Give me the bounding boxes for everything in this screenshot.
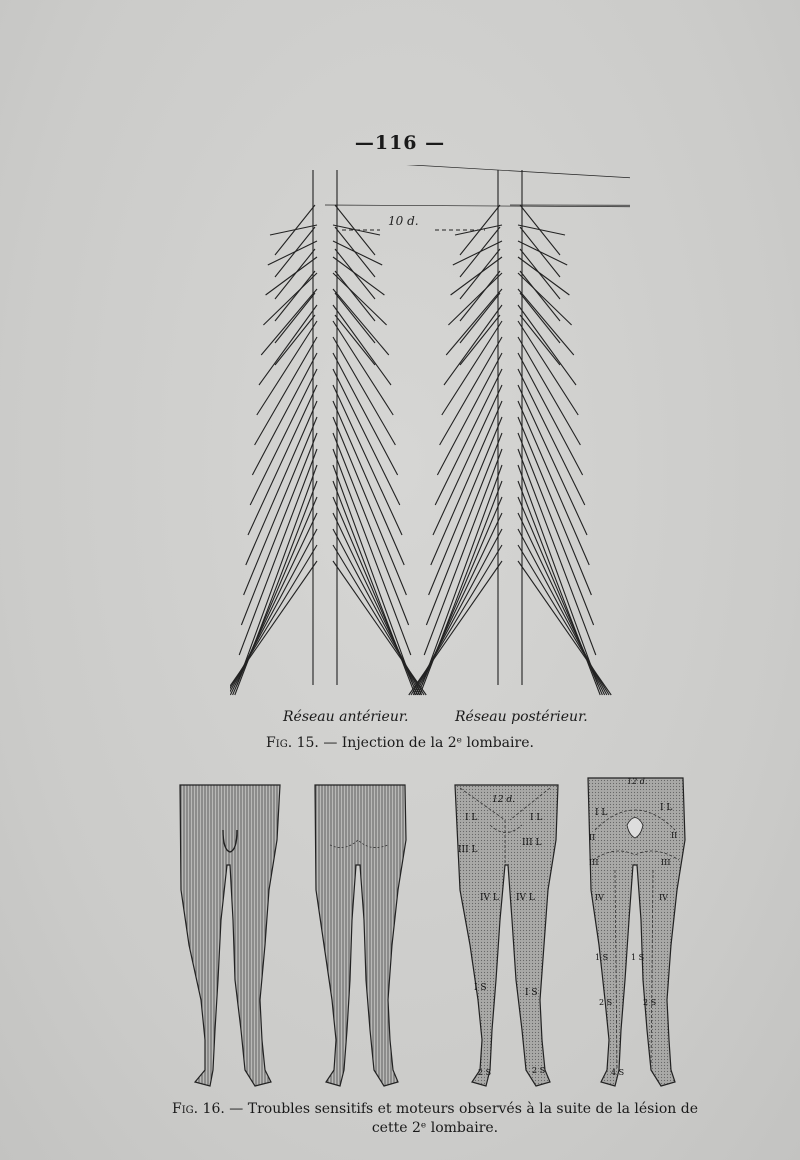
nerve-root (418, 497, 502, 695)
figure-16-number: Fig. 16. (172, 1101, 225, 1117)
nerve-root (518, 433, 594, 625)
nerve-root (246, 401, 317, 565)
nerve-root (520, 205, 560, 255)
zone-label: 2 S (643, 998, 657, 1007)
nerve-root (518, 305, 576, 385)
nerve-root (268, 241, 317, 265)
vascular-network (325, 165, 630, 210)
nerve-root (520, 315, 560, 365)
nerve-root (333, 401, 404, 565)
nerve-root (518, 321, 578, 415)
posterior-network-label: Réseau postérieur. (455, 709, 588, 725)
zone-label: 4 S (611, 1068, 625, 1077)
zone-label: 1 S (595, 953, 609, 962)
legs-panel-4-back-zones (588, 777, 685, 1086)
nerve-root (333, 561, 426, 695)
legs-panel-3-front-zones (455, 785, 558, 1086)
nerve-root (259, 305, 317, 385)
zone-label: I S (525, 988, 538, 998)
figure-15-text: — Injection de la 2ᵉ lombaire. (318, 735, 534, 751)
posterior-network (409, 165, 630, 695)
nerve-root (446, 289, 502, 355)
zone-label: II (671, 831, 678, 840)
nerve-root (444, 305, 502, 385)
zone-label: 2 S (599, 998, 613, 1007)
nerve-root (250, 369, 317, 505)
nerve-root (335, 205, 375, 255)
nerve-root (275, 205, 315, 255)
nerve-root (520, 249, 560, 299)
figure-16-illustration (165, 770, 705, 1100)
nerve-root (335, 315, 375, 365)
page-number: —116 — (354, 132, 446, 154)
nerve-root (333, 369, 400, 505)
nerve-root (333, 289, 389, 355)
zone-label: 2 S (532, 1066, 546, 1075)
spinal-cord (313, 170, 337, 685)
nerve-root (335, 249, 375, 299)
nerve-root (333, 497, 417, 695)
zone-label: III L (458, 845, 478, 855)
figure-15-caption (0, 735, 800, 751)
nerve-root (420, 481, 502, 695)
nerve-root (237, 465, 317, 685)
figure-16-caption (170, 1100, 700, 1138)
zone-label: I L (465, 813, 478, 823)
nerve-root (275, 227, 315, 277)
marker-10d: 10 d. (388, 214, 419, 228)
figure-15-illustration (230, 165, 630, 705)
nerve-root (275, 315, 315, 365)
nerve-root (518, 337, 580, 445)
nerve-root (261, 289, 317, 355)
nerve-root (275, 249, 315, 299)
legs-panel-2-back (315, 785, 406, 1086)
zone-label: I L (530, 813, 543, 823)
nerve-root (460, 315, 500, 365)
figure-15-number: Fig. 15. (266, 735, 319, 751)
zone-label: III (661, 858, 671, 867)
nerve-root (460, 249, 500, 299)
spinal-cord (498, 170, 522, 685)
nerve-root (233, 497, 317, 695)
zone-label: I L (595, 808, 608, 818)
nerve-root (520, 227, 560, 277)
zone-label: III (589, 858, 599, 867)
nerve-root (426, 433, 502, 625)
nerve-root (335, 271, 375, 321)
nerve-root (518, 369, 585, 505)
zone-label: 12 d. (627, 777, 648, 786)
nerve-root (518, 401, 589, 565)
nerve-root (333, 481, 415, 695)
nerve-root (333, 241, 382, 265)
nerve-root (453, 241, 502, 265)
zone-label: I L (660, 803, 673, 813)
zone-label: 12 d. (492, 795, 515, 805)
zone-label: IV (595, 893, 604, 902)
nerve-root (520, 271, 560, 321)
nerve-root (460, 271, 500, 321)
nerve-root (409, 561, 502, 695)
nerve-root (518, 481, 600, 695)
legs-panel-1-front (180, 785, 280, 1086)
zone-label: I S (474, 983, 487, 993)
zone-label: II (589, 833, 596, 842)
nerve-root (431, 401, 502, 565)
nerve-root (435, 369, 502, 505)
nerve-root (518, 241, 567, 265)
nerve-root (518, 465, 598, 685)
nerve-root (257, 321, 317, 415)
anterior-network-label: Réseau antérieur. (283, 709, 409, 725)
nerve-root (518, 497, 602, 695)
nerve-root (440, 337, 502, 445)
nerve-root (518, 289, 574, 355)
zone-label: 1 S (631, 953, 645, 962)
nerve-root (241, 433, 317, 625)
nerve-root (275, 271, 315, 321)
zone-label: 2 S (478, 1068, 492, 1077)
nerve-root (460, 227, 500, 277)
nerve-root (422, 465, 502, 685)
figure-16-text: — Troubles sensitifs et moteurs observés à la suite de la lésion de cette 2ᵉ lombaire. (224, 1101, 698, 1136)
nerve-root (255, 337, 317, 445)
nerve-root (333, 321, 393, 415)
nerve-root (333, 337, 395, 445)
nerve-root (333, 465, 413, 685)
zone-label: III L (522, 838, 542, 848)
zone-label: IV L (480, 893, 499, 903)
nerve-root (333, 433, 409, 625)
nerve-root (518, 561, 611, 695)
nerve-root (442, 321, 502, 415)
nerve-root (333, 305, 391, 385)
nerve-root (235, 481, 317, 695)
nerve-root (335, 227, 375, 277)
zone-label: IV (659, 893, 668, 902)
zone-label: IV L (516, 893, 535, 903)
